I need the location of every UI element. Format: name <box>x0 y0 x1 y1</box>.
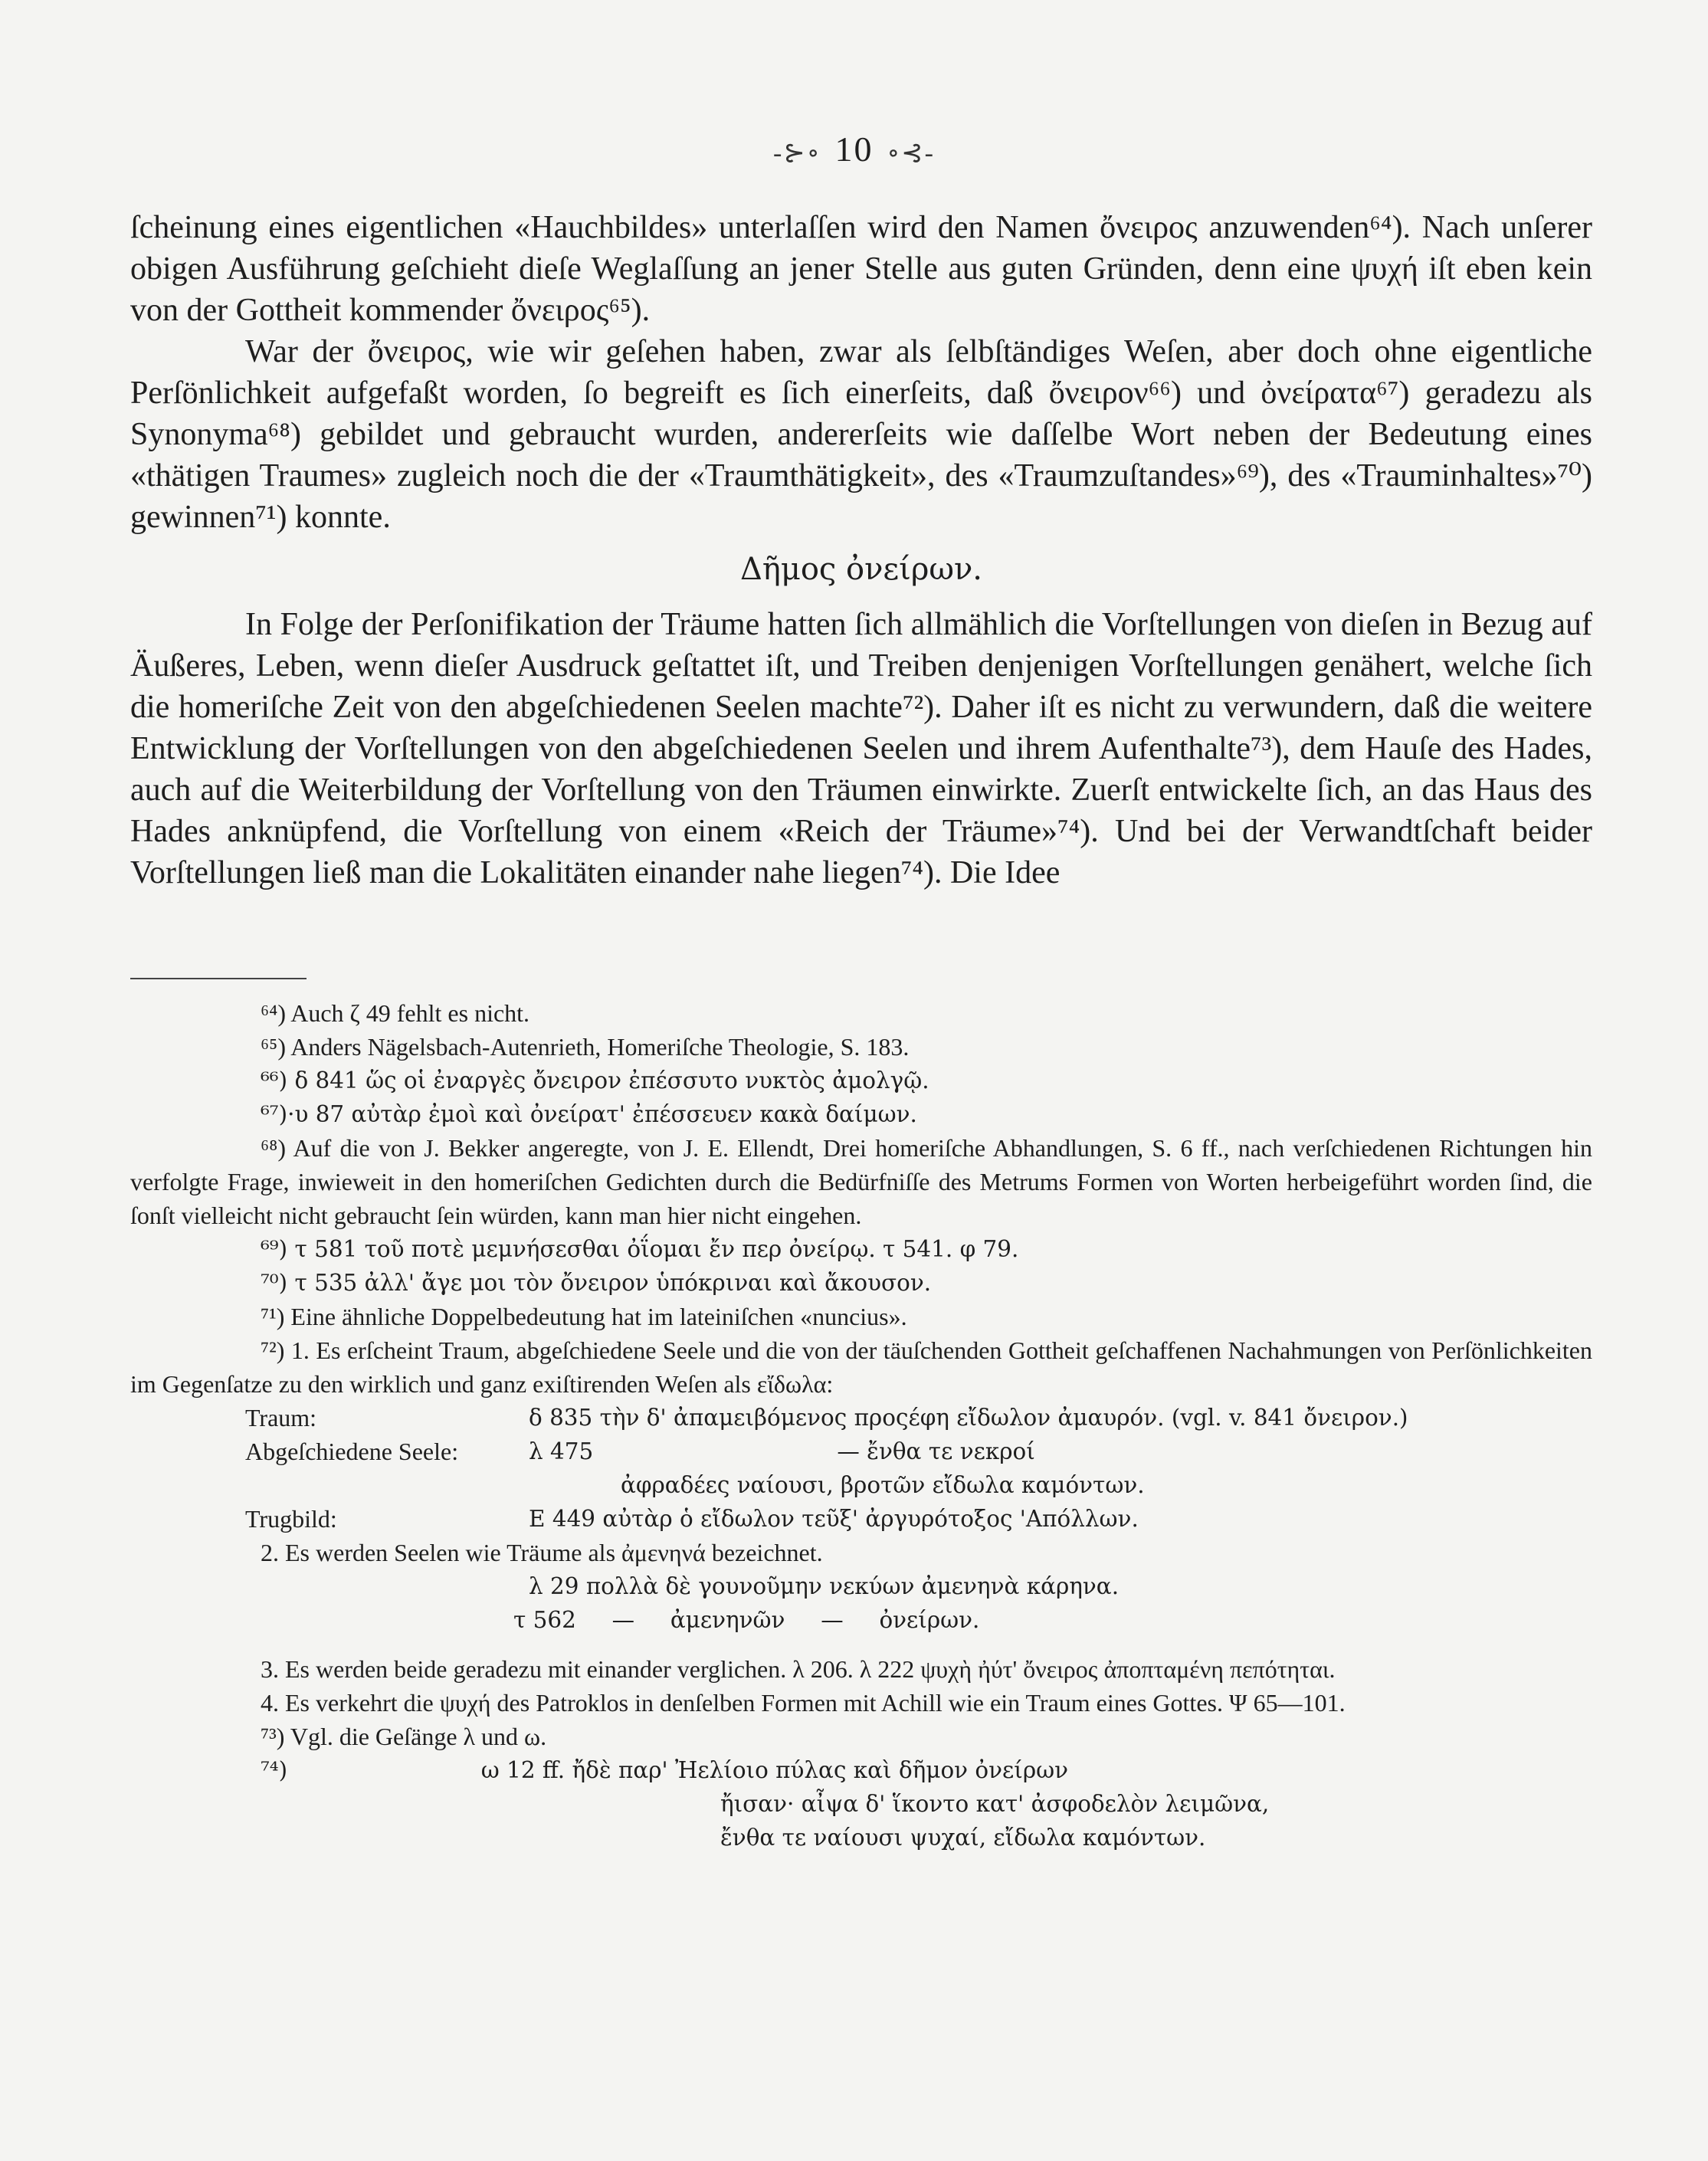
eidolon-row-trugbild <box>130 1502 1592 1536</box>
paragraph-3: In Folge der Perſonifikation der Träume hatten ſich allmählich die Vorſtellungen von dieſen in Bezug auf Äußeres, Leben, wenn dieſer Ausdruck geſtattet iſt, und Treiben denjenigen Vorſtellungen genähert, welche ſich die homeriſche Zeit von den abgeſchiedenen Seelen machte⁷²). Daher iſt es nicht zu verwundern, daß die weitere Entwicklung der Vorſtellungen von den abgeſchiedenen Seelen und ihrem Aufenthalte⁷³), dem Hauſe des Hades, auch auf die Weiterbildung der Vorſtellung von den Träumen einwirkte. Zuerſt entwickelte ſich, an das Haus des Hades anknüpfend, die Vorſtellung von einem «Reich der Träume»⁷⁴). Und bei der Verwandtſchaft beider Vorſtellungen ließ man die Lokalitäten einander nahe liegen⁷⁴). Die Idee <box>130 607 1592 890</box>
eidolon-value-traum: δ 835 τὴν δ' ἀπαμειβόμενος προςέφη εἴδωλον ἀμαυρόν. (vgl. v. 841 ὄνειρον.) <box>529 1405 1408 1431</box>
paragraph-1: ſcheinung eines eigentlichen «Hauchbildes» unterlaſſen wird den Namen ὄνειρος anzuwenden⁶⁴). Nach unſerer obigen Ausführung geſchieht dieſe Weglaſſung an jener Stelle aus guten Gründen, denn eine ψυχή iſt eben kein von der Gottheit kommender ὄνειρος⁶⁵). <box>130 210 1592 328</box>
footnote-65: ⁶⁵) Anders Nägelsbach-Autenrieth, Homeriſche Theologie, S. 183. <box>261 1033 910 1061</box>
footnotes <box>130 996 1592 1854</box>
footnote-64: ⁶⁴) Auch ζ 49 fehlt es nicht. <box>261 999 530 1027</box>
footnote-72-item-2-line-a: λ 29 πολλὰ δὲ γουνοῦμην νεκύων ἀμενηνὰ κάρηνα. <box>529 1573 1120 1599</box>
paragraph-2: War der ὄνειρος, wie wir geſehen haben, zwar als ſelbſtändiges Weſen, aber doch ohne eigentliche Perſönlichkeit aufgefaßt worden, ſo begreift es ſich einerſeits, daß ὄνειρον⁶⁶) und ὀνείρατα⁶⁷) geradezu als Synonyma⁶⁸) gebildet und gebraucht wurden, andererſeits wie daſſelbe Wort neben der Bedeutung eines «thätigen Traumes» zugleich noch die der «Traumthätigkeit», des «Traumzuſtandes»⁶⁹), des «Trauminhaltes»⁷⁰) gewinnen⁷¹) konnte. <box>130 334 1592 535</box>
main-text <box>130 207 1592 894</box>
footnote-68: ⁶⁸) Auf die von J. Bekker angeregte, von J. E. Ellendt, Drei homeriſche Abhandlungen, S. 6 ff., nach verſchiedenen Richtungen hin verfolgte Frage, inwieweit in den homeriſchen Gedichten durch die Bedürfniſſe des Metrums Formen von Worten herbeigeführt worden ſind, die ſonſt vielleicht nicht gebraucht ſein würden, kann man hier nicht eingehen. <box>130 1134 1592 1229</box>
footnote-73: ⁷³) Vgl. die Geſänge λ und ω. <box>261 1723 547 1750</box>
page-header <box>0 129 1708 169</box>
ornament-left: -⊱∘ <box>773 139 821 168</box>
footnote-74-line-a: ⁷⁴) ω 12 ff. ἤδὲ παρ' Ἠελίοιο πύλας καὶ δῆμον ὀνείρων <box>261 1757 1069 1783</box>
eidolon-label-trugbild: Trugbild: <box>245 1505 337 1533</box>
eidolon-row-traum <box>130 1401 1592 1435</box>
footnote-74-line-b: ἤισαν· αἶψα δ' ἵκοντο κατ' ἀσφοδελὸν λειμῶνα, <box>720 1791 1270 1817</box>
footnote-72-item-2-line-b: τ 562 — ἀμενηνῶν — ὀνείρων. <box>513 1607 980 1633</box>
footnote-71: ⁷¹) Eine ähnliche Doppelbedeutung hat im lateiniſchen «nuncius». <box>261 1303 907 1330</box>
footnote-70: ⁷⁰) τ 535 ἀλλ' ἄγε μοι τὸν ὄνειρον ὑπόκριναι καὶ ἄκουσον. <box>261 1270 932 1296</box>
eidolon-row-seele <box>130 1435 1592 1468</box>
eidolon-value-seele-cont: ἀφραδέες ναίουσι, βροτῶν εἴδωλα καμόντων. <box>621 1472 1145 1498</box>
section-title: Δῆμος ὀνείρων. <box>739 552 982 587</box>
footnote-rule <box>130 978 307 979</box>
page-number: 10 <box>834 130 874 169</box>
footnote-72-item-3: 3. Es werden beide geradezu mit einander verglichen. λ 206. λ 222 ψυχὴ ἠύτ' ὄνειρος ἀποπταμένη πεπότηται. <box>261 1655 1336 1683</box>
eidolon-label-traum: Traum: <box>245 1404 317 1431</box>
footnote-67: ⁶⁷)·υ 87 αὐτὰρ ἐμοὶ καὶ ὀνείρατ' ἐπέσσευεν κακὰ δαίμων. <box>261 1101 917 1127</box>
eidolon-value-trugbild: E 449 αὐτὰρ ὁ εἴδωλον τεῦξ' ἀργυρότοξος 'Απόλλων. <box>529 1506 1139 1532</box>
eidolon-label-seele: Abgeſchiedene Seele: <box>245 1438 459 1465</box>
footnote-74-line-c: ἔνθα τε ναίουσι ψυχαί, εἴδωλα καμόντων. <box>720 1825 1206 1851</box>
eidolon-value-seele: λ 475 — ἔνθα τε νεκροί <box>529 1438 1035 1464</box>
footnote-69: ⁶⁹) τ 581 τοῦ ποτὲ μεμνήσεσθαι ὀΐομαι ἔν περ ὀνείρῳ. τ 541. φ 79. <box>261 1236 1019 1262</box>
footnote-72-item-2: 2. Es werden Seelen wie Träume als ἀμενηνά bezeichnet. <box>261 1539 823 1566</box>
footnote-72-item-4: 4. Es verkehrt die ψυχή des Patroklos in denſelben Formen mit Achill wie ein Traum eines Gottes. Ψ 65—101. <box>261 1689 1346 1717</box>
footnote-66: ⁶⁶) δ 841 ὥς οἱ ἐναργὲς ὄνειρον ἐπέσσυτο νυκτὸς ἀμολγῷ. <box>261 1067 929 1094</box>
ornament-right: ∘⊰- <box>887 139 935 168</box>
footnote-72-item-1: ⁷²) 1. Es erſcheint Traum, abgeſchiedene Seele und die von der täuſchenden Gottheit geſchaffenen Nachahmungen von Perſönlichkeiten im Gegenſatze zu den wirklich und ganz exiſtirenden Weſen als εἴδωλα: <box>130 1336 1592 1398</box>
